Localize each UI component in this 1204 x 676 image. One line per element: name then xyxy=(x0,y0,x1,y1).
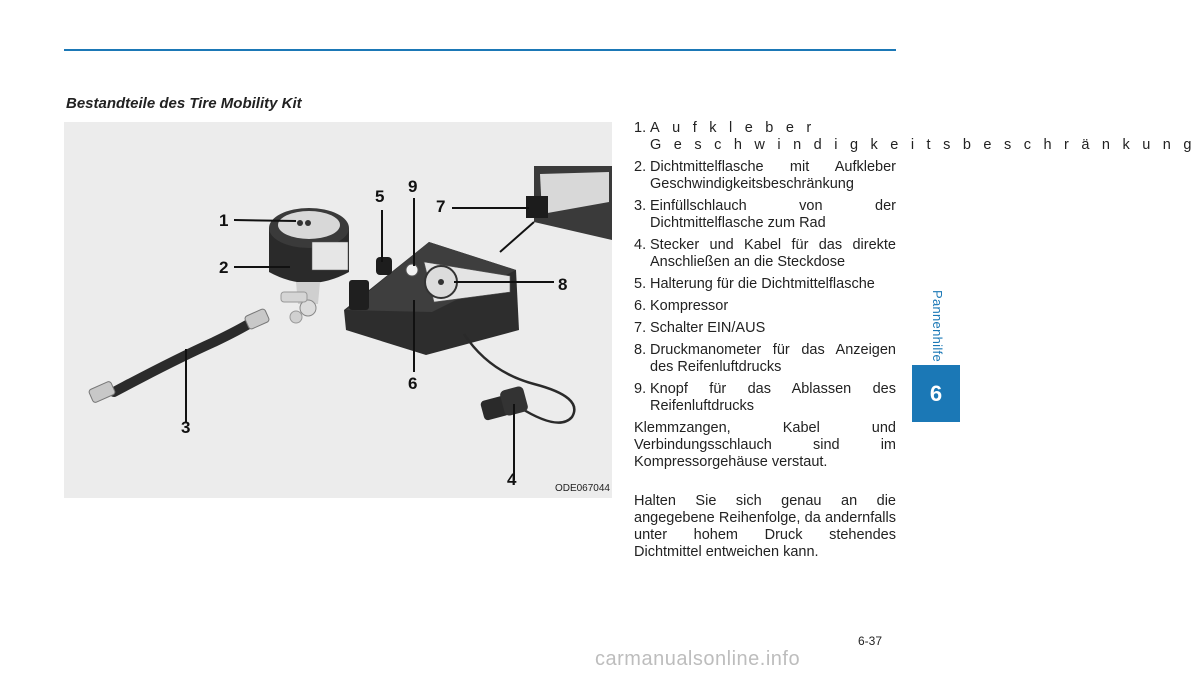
storage-note: Klemmzangen, Kabel und Verbindungsschlauch sind im Kompressorgehäuse verstaut. xyxy=(634,420,896,470)
list-item: 2. Dichtmittelflasche mit Aufkleber Geschwindigkeitsbeschränkung xyxy=(634,159,896,192)
callout-1: 1 xyxy=(219,211,229,230)
compressor-drawing xyxy=(344,242,574,423)
list-item: 6. Kompressor xyxy=(634,298,729,314)
order-warning: Halten Sie sich genau an die angegebene Reihenfolge, da andernfalls unter hohem Druck stehendes Dichtmittel entweichen kann. xyxy=(634,493,896,560)
list-item: 3. Einfüllschlauch von der Dichtmittelflasche zum Rad xyxy=(634,198,896,231)
callout-8: 8 xyxy=(558,275,568,294)
filling-hose-drawing xyxy=(88,308,270,403)
callout-3: 3 xyxy=(181,418,191,437)
component-label: Einfüllschlauch von der Dichtmittelflasche zum Rad xyxy=(650,198,896,231)
list-item: 5. Halterung für die Dichtmittelflasche xyxy=(634,276,875,292)
list-item: 8. Druckmanometer für das Anzeigen des Reifenluftdrucks xyxy=(634,342,896,375)
component-label: Druckmanometer für das Anzeigen des Reifenluftdrucks xyxy=(650,342,896,375)
list-item: 4. Stecker und Kabel für das direkte Anschließen an die Steckdose xyxy=(634,237,896,270)
list-item: 9. Knopf für das Ablassen des Reifenluftdrucks xyxy=(634,381,896,414)
page-number: 6-37 xyxy=(858,634,883,648)
power-plug-drawing xyxy=(480,385,529,421)
kit-drawing xyxy=(64,122,612,498)
sealant-bottle-drawing xyxy=(269,208,349,323)
figure-code: ODE067044 xyxy=(554,483,610,494)
callout-6: 6 xyxy=(408,374,418,393)
tire-mobility-kit-illustration xyxy=(64,122,612,498)
callout-leader-lines xyxy=(186,198,554,480)
list-item: 1. Aufkleber Geschwindigkeitsbeschränkung xyxy=(634,120,1204,153)
watermark: carmanualsonline.info xyxy=(595,648,801,670)
callout-2: 2 xyxy=(219,258,229,277)
component-label: Schalter EIN/AUS xyxy=(650,320,766,336)
callout-5: 5 xyxy=(375,187,385,206)
component-label: Halterung für die Dichtmittelflasche xyxy=(650,276,875,292)
component-label: Dichtmittelflasche mit Aufkleber Geschwindigkeitsbeschränkung xyxy=(650,159,896,192)
header-rule xyxy=(64,49,896,51)
component-label: Stecker und Kabel für das direkte Anschließen an die Steckdose xyxy=(650,237,896,270)
chapter-number: 6 xyxy=(929,380,943,406)
callout-4: 4 xyxy=(507,470,517,489)
component-label: Kompressor xyxy=(650,298,729,314)
component-label: Aufkleber Geschwindigkeitsbeschränkung xyxy=(650,120,1204,153)
callout-7: 7 xyxy=(436,197,446,216)
section-title: Bestandteile des Tire Mobility Kit xyxy=(66,95,302,112)
list-item: 7. Schalter EIN/AUS xyxy=(634,320,766,336)
chapter-tab xyxy=(912,365,960,422)
component-label: Knopf für das Ablassen des Reifenluftdrucks xyxy=(650,381,896,414)
callout-9: 9 xyxy=(408,177,418,196)
section-tab-label: Pannenhilfe xyxy=(930,290,945,362)
